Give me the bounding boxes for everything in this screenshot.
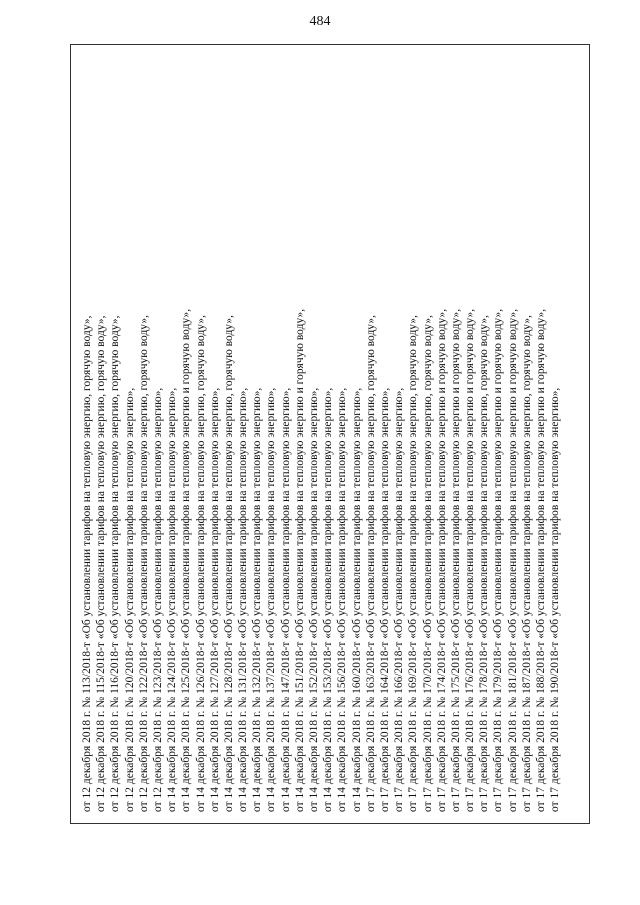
list-item: от 17 декабря 2018 г. № 188/2018-т «Об установлении тарифов на тепловую энергию и горячую воду»,	[535, 308, 547, 812]
list-item: от 17 декабря 2018 г. № 175/2018-т «Об установлении тарифов на тепловую энергию и горячую воду»,	[449, 308, 462, 812]
list-item: от 17 декабря 2018 г. № 187/2018-т «Об установлении тарифов на тепловую энергию, горячую воду»,	[520, 315, 533, 812]
list-item: от 12 декабря 2018 г. № 115/2018-т «Об установлении тарифов на тепловую энергию, горячую воду»,	[95, 315, 108, 812]
list-item: от 17 декабря 2018 г. № 170/2018-т «Об установлении тарифов на тепловую энергию, горячую воду»,	[421, 315, 434, 812]
list-item: от 14 декабря 2018 г. № 153/2018-т «Об установлении тарифов на тепловую энергию»,	[322, 387, 335, 812]
list-item: от 17 декабря 2018 г. № 176/2018-т «Об установлении тарифов на тепловую энергию и горячую воду»,	[464, 308, 477, 812]
list-item: от 14 декабря 2018 г. № 152/2018-т «Об установлении тарифов на тепловую энергию»,	[308, 387, 320, 812]
list-item: от 12 декабря 2018 г. № 113/2018-т «Об установлении тарифов на тепловую энергию, горячую воду»,	[81, 315, 93, 812]
list-item: от 14 декабря 2018 г. № 137/2018-т «Об установлении тарифов на тепловую энергию»,	[265, 387, 278, 812]
list-item: от 17 декабря 2018 г. № 166/2018-т «Об установлении тарифов на тепловую энергию»,	[393, 387, 406, 812]
list-item: от 14 декабря 2018 г. № 126/2018-т «Об установлении тарифов на тепловую энергию, горячую воду»,	[194, 315, 207, 812]
list-item: от 17 декабря 2018 г. № 179/2018-т «Об установлении тарифов на тепловую энергию и горячую воду»,	[492, 308, 505, 812]
list-item: от 12 декабря 2018 г. № 116/2018-т «Об установлении тарифов на тепловую энергию, горячую воду»,	[109, 315, 122, 812]
list-item: от 17 декабря 2018 г. № 178/2018-т «Об установлении тарифов на тепловую энергию, горячую воду»,	[478, 315, 491, 812]
list-item: от 17 декабря 2018 г. № 163/2018-т «Об установлении тарифов на тепловую энергию, горячую воду»,	[364, 315, 377, 812]
list-item: от 12 декабря 2018 г. № 122/2018-т «Об установлении тарифов на тепловую энергию, горячую воду»,	[137, 315, 150, 812]
list-item: от 17 декабря 2018 г. № 181/2018-т «Об установлении тарифов на тепловую энергию и горячую воду»,	[506, 308, 519, 812]
list-item: от 12 декабря 2018 г. № 120/2018-т «Об установлении тарифов на тепловую энергию»,	[123, 387, 136, 812]
list-item: от 17 декабря 2018 г. № 190/2018-т «Об установлении тарифов на тепловую энергию»,	[549, 387, 562, 812]
list-item: от 14 декабря 2018 г. № 128/2018-т «Об установлении тарифов на тепловую энергию, горячую воду»,	[222, 315, 235, 812]
list-item: от 14 декабря 2018 г. № 151/2018-т «Об установлении тарифов на тепловую энергию и горячую воду»,	[293, 308, 306, 812]
list-item: от 17 декабря 2018 г. № 169/2018-т «Об установлении тарифов на тепловую энергию, горячую воду»,	[407, 315, 420, 812]
list-item: от 14 декабря 2018 г. № 160/2018-т «Об установлении тарифов на тепловую энергию»,	[350, 387, 363, 812]
rotated-resolution-list	[80, 48, 590, 818]
list-item: от 14 декабря 2018 г. № 147/2018-т «Об установлении тарифов на тепловую энергию»,	[279, 387, 292, 812]
list-item: от 12 декабря 2018 г. № 123/2018-т «Об установлении тарифов на тепловую энергию»,	[151, 387, 164, 812]
page-number: 484	[309, 14, 331, 29]
list-item: от 17 декабря 2018 г. № 164/2018-т «Об установлении тарифов на тепловую энергию»,	[378, 387, 391, 812]
list-item: от 14 декабря 2018 г. № 131/2018-т «Об установлении тарифов на тепловую энергию»,	[237, 387, 250, 812]
list-item: от 14 декабря 2018 г. № 127/2018-т «Об установлении тарифов на тепловую энергию»,	[208, 387, 221, 812]
list-item: от 14 декабря 2018 г. № 124/2018-т «Об установлении тарифов на тепловую энергию»,	[166, 387, 179, 812]
list-item: от 14 декабря 2018 г. № 156/2018-т «Об установлении тарифов на тепловую энергию»,	[336, 387, 349, 812]
list-item: от 14 декабря 2018 г. № 132/2018-т «Об установлении тарифов на тепловую энергию»,	[251, 387, 264, 812]
list-item: от 17 декабря 2018 г. № 174/2018-т «Об установлении тарифов на тепловую энергию и горячую воду»,	[435, 308, 448, 812]
list-item: от 14 декабря 2018 г. № 125/2018-т «Об установлении тарифов на тепловую энергию и горячую воду»,	[180, 308, 193, 812]
